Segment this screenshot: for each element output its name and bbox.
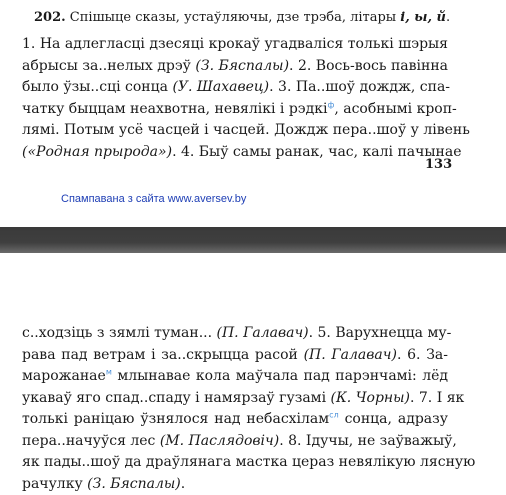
text-line [22,56,448,78]
task-heading [34,9,450,27]
task-end: . [446,10,450,25]
citation-source: (З. Бяспалы) [195,58,289,74]
citation-source: («Родная прырода») [22,144,172,160]
text-line [22,474,448,495]
page-bottom [0,253,506,478]
text-fragment: с..ходзіць з зямлі туман... [22,325,217,341]
text-fragment: марожанае [22,368,106,384]
exercise-text-top [22,34,448,163]
page-divider [0,227,506,253]
text-fragment: . 5. Варухнецца му- [309,325,452,341]
text-fragment: чатку быццам неахвотна, невялікі і рэдкі [22,101,328,117]
text-line [22,366,448,388]
task-number: 202. [34,10,66,25]
page-number: 133 [425,157,452,172]
copyright-notice: Спампавана з сайта www.aversev.by [61,193,246,205]
task-instruction: Спішыце сказы, устаўляючы, дзе трэба, літары [66,10,401,25]
dictionary-mark: сл [329,410,339,419]
text-line [22,34,448,56]
text-line [22,345,448,367]
dictionary-mark: м [106,367,112,376]
text-fragment: , асобнымі кроп- [334,101,456,117]
text-fragment: толькі раніцаю ўзнялося над небасхілам [22,411,329,427]
text-line [22,99,448,121]
text-line [22,142,448,164]
text-fragment: . 7. І як [410,390,464,406]
task-letters: і, ы, й [400,10,446,25]
text-fragment: . 2. Вось-вось павінна [289,58,448,74]
dictionary-mark: ф [328,100,335,109]
text-fragment: . 4. Быў самы ранак, час, калі пачынае [172,144,461,160]
text-fragment: як пады..шоў да драўлянага мастка цераз невялікую лясную [22,454,475,470]
exercise-text-bottom [22,323,448,495]
text-line [22,77,448,99]
text-fragment: 1. На адлегласці дзесяці крокаў угадваліся толькі шэрыя [22,36,448,52]
text-fragment: рава пад ветрам і за..скрыцца расой [22,347,304,363]
text-fragment: сонца, адразу [339,411,448,427]
text-line [22,452,448,474]
text-fragment: рачулку [22,476,87,492]
text-fragment: абрысы за..нелых дрэў [22,58,195,74]
text-line [22,409,448,431]
citation-source: (К. Чорны) [331,390,411,406]
text-fragment: . 6. За- [397,347,448,363]
text-fragment: лямі. Потым усё часцей і часцей. Дождж пера..шоў у лівень [22,122,470,138]
text-line [22,431,448,453]
citation-source: (М. Паслядовіч) [160,433,279,449]
text-fragment: укаваў яго спад..спаду і намярзаў гузамі [22,390,331,406]
text-fragment: млынавае кола маўчала пад парэнчамі: лёд [112,368,448,384]
text-fragment: . [181,476,185,492]
text-line [22,323,448,345]
text-line [22,388,448,410]
citation-source: (П. Галавач) [304,347,397,363]
citation-source: (У. Шахавец) [172,79,269,95]
text-line [22,120,448,142]
text-fragment: было ўзы..сці сонца [22,79,172,95]
citation-source: (П. Галавач) [217,325,309,341]
text-fragment: . 8. Ідучы, не заўважыў, [279,433,457,449]
text-fragment: . 3. Па..шоў дождж, спа- [269,79,450,95]
page-top [0,0,506,227]
citation-source: (З. Бяспалы) [87,476,181,492]
text-fragment: пера..начуўся лес [22,433,160,449]
